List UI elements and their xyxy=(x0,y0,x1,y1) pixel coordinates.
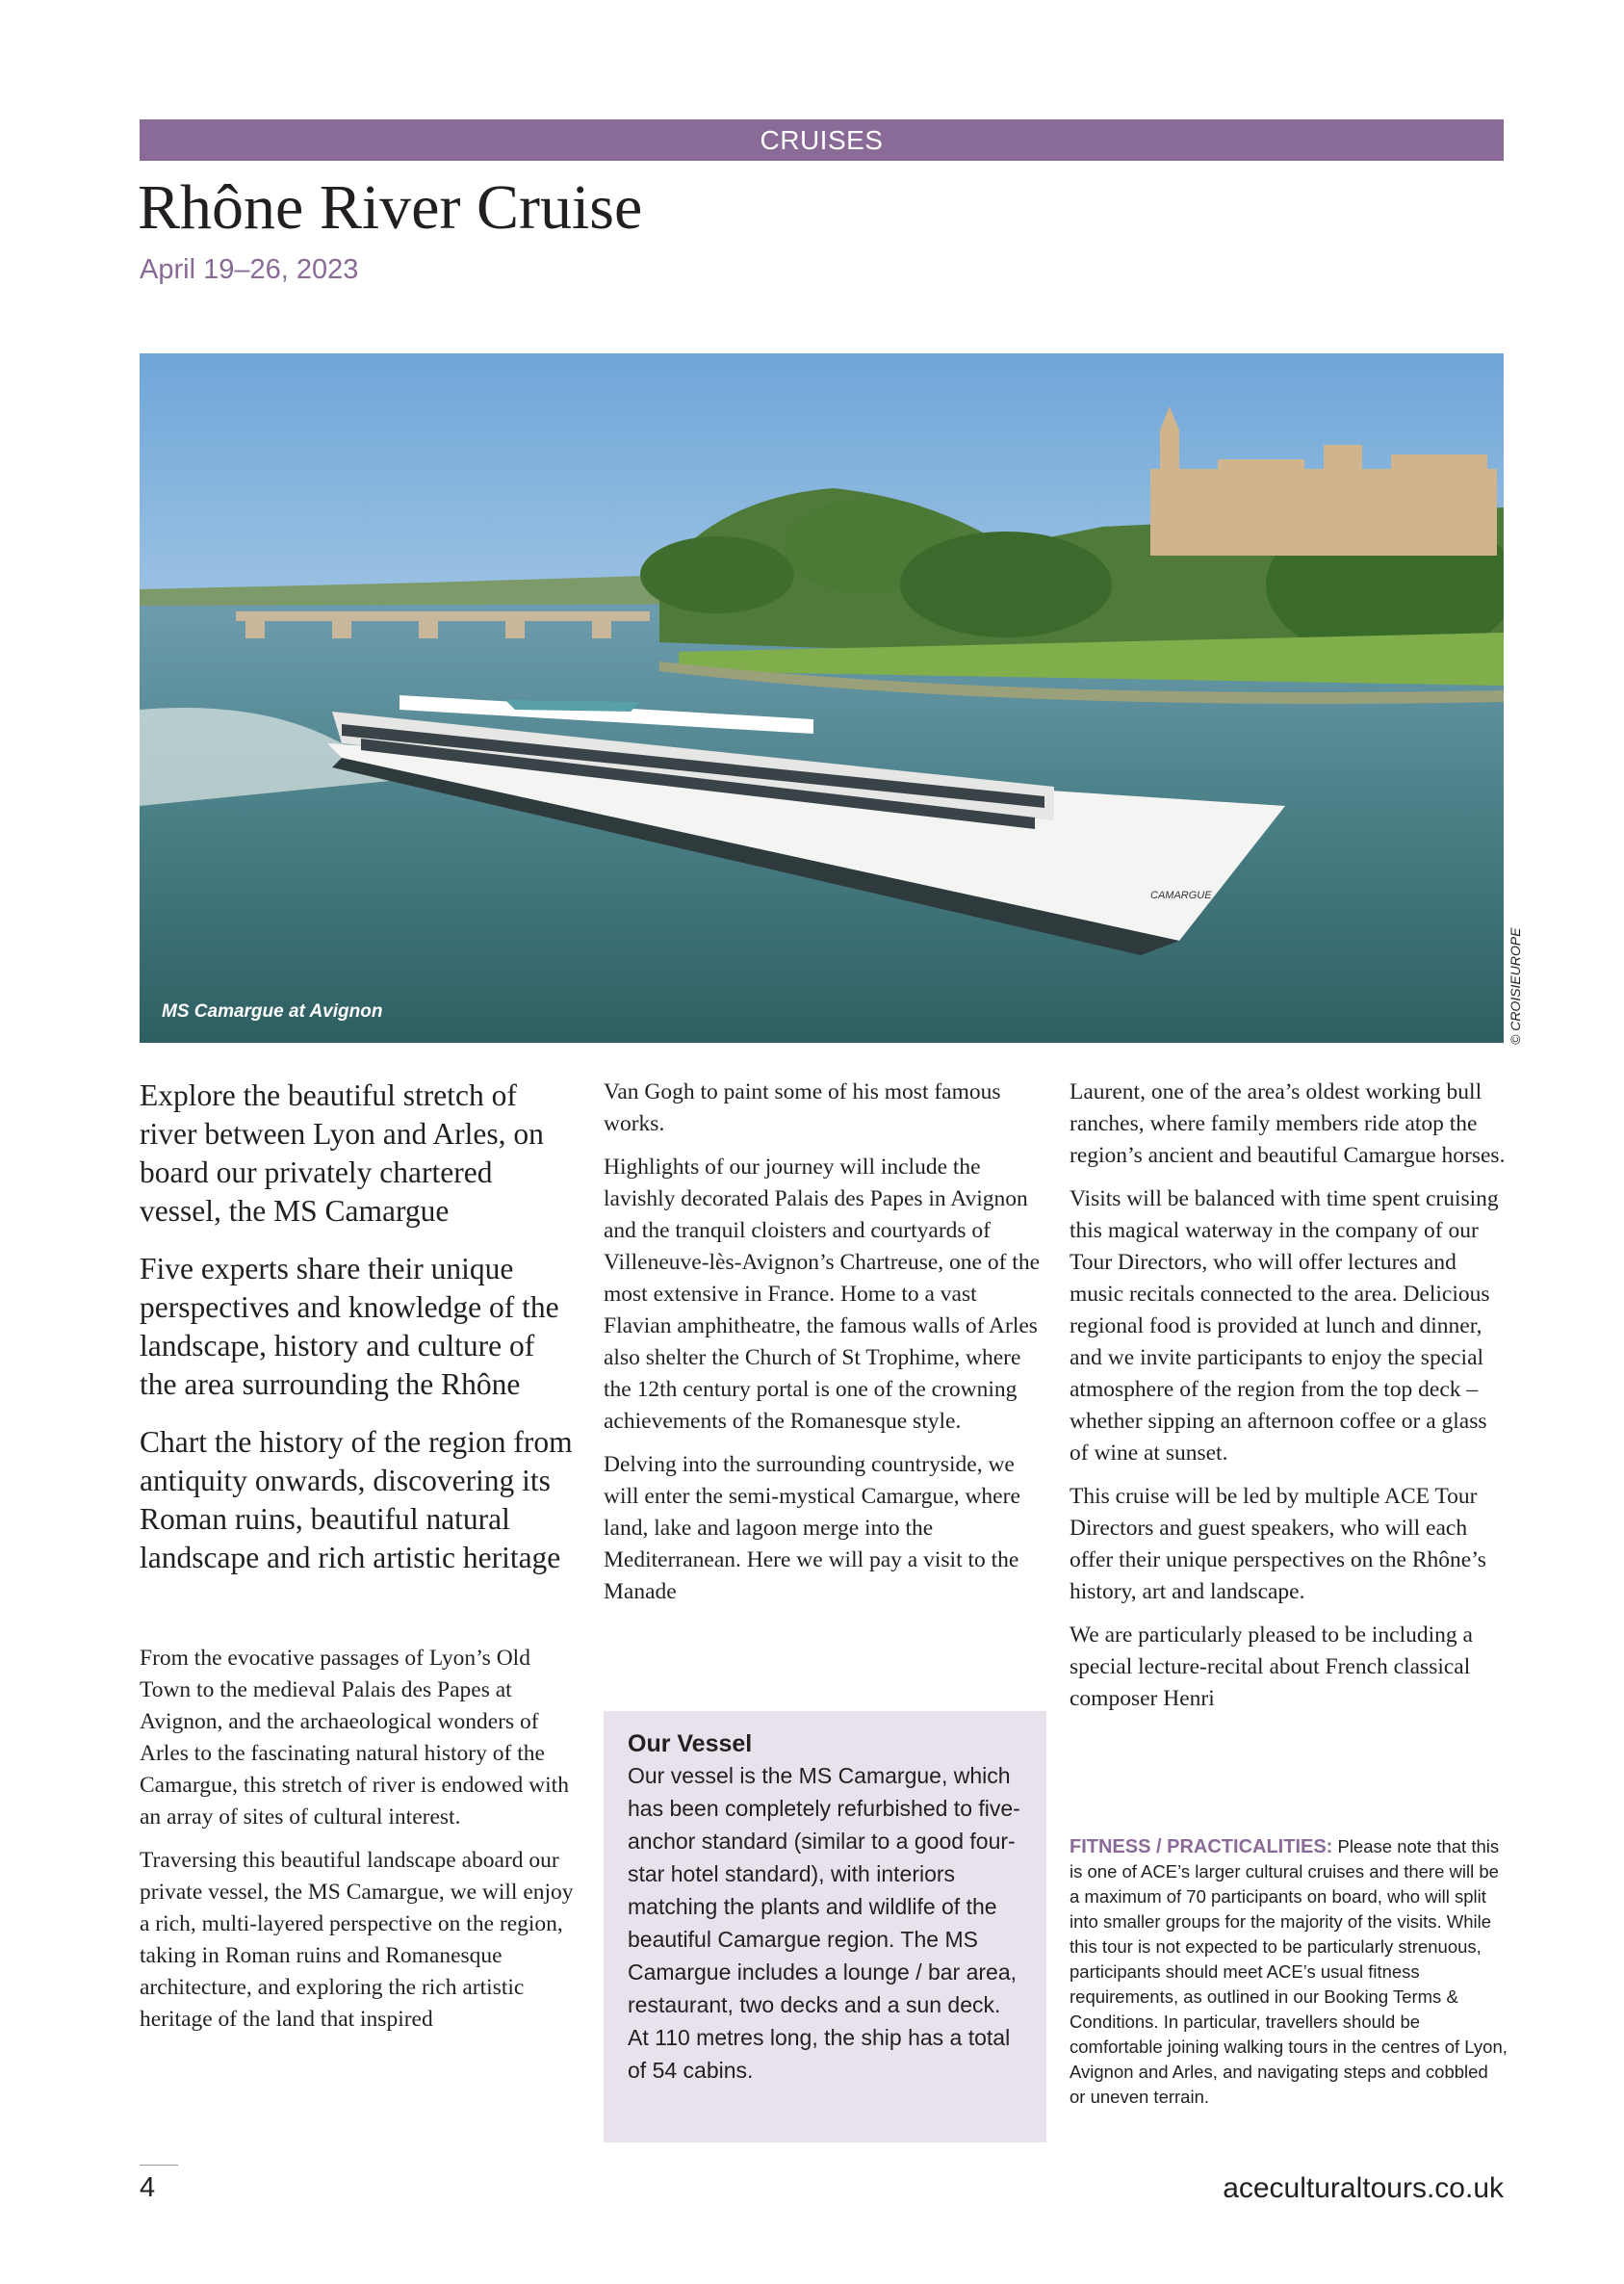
column-1 xyxy=(140,1077,578,2047)
section-banner: CRUISES xyxy=(140,119,1504,161)
body-paragraph: Van Gogh to paint some of his most famous works. xyxy=(604,1079,1001,1136)
fitness-label: FITNESS / PRACTICALITIES: xyxy=(1070,1836,1333,1857)
our-vessel-box xyxy=(604,1711,1046,2142)
body-paragraph: We are particularly pleased to be including a special lecture-recital about French classical composer Henri xyxy=(1070,1622,1473,1711)
vessel-text: Our vessel is the MS Camargue, which has been completely refurbished to five-anchor standard (similar to a good four-star hotel standard), with interiors matching the plants and wildlife of the beautiful Camargue region. The MS Camargue includes a lounge / bar area, restaurant, two decks and a sun deck. At 110 metres long, the ship has a total of 54 cabins. xyxy=(628,1763,1020,2083)
tour-dates: April 19–26, 2023 xyxy=(140,254,359,285)
hero-photo xyxy=(140,353,1504,1043)
page-number: 4 xyxy=(140,2172,156,2203)
body-paragraph: This cruise will be led by multiple ACE Tour Directors and guest speakers, who will each offer their unique perspectives on the Rhône’s history, art and landscape. xyxy=(1070,1484,1486,1604)
body-paragraph: Highlights of our journey will include the lavishly decorated Palais des Papes in Avignon and the tranquil cloisters and courtyards of Villeneuve-lès-Avignon’s Chartreuse, one of the most extensive in France. Home to a vast Flavian amphitheatre, the famous walls of Arles also shelter the Church of St Trophime, where the 12th century portal is one of the crowning achievements of the Romanesque style. xyxy=(604,1155,1041,1434)
page-number-rule xyxy=(140,2165,178,2166)
vessel-heading: Our Vessel xyxy=(628,1730,753,1757)
website-link[interactable]: aceculturaltours.co.uk xyxy=(1223,2172,1504,2204)
body-paragraph: Visits will be balanced with time spent cruising this magical waterway in the company of our Tour Directors, who will offer lectures and music recitals connected to the area. Delicious regional food is provided at lunch and dinner, and we invite participants to enjoy the special atmosphere of the region from the top deck – whether sipping an afternoon coffee or a glass of wine at sunset. xyxy=(1070,1186,1499,1466)
photo-credit: © CROISIEUROPE xyxy=(1508,927,1523,1045)
photo-caption: MS Camargue at Avignon xyxy=(162,1001,383,1022)
body-paragraph: Traversing this beautiful landscape aboard our private vessel, the MS Camargue, we will enjoy a rich, multi-layered perspective on the region, taking in Roman ruins and Romanesque architecture, and exploring the rich artistic heritage of the land that inspired xyxy=(140,1848,574,2032)
ship-name-label: CAMARGUE xyxy=(1150,890,1212,901)
body-paragraph: From the evocative passages of Lyon’s Old Town to the medieval Palais des Papes at Avignon, and the archaeological wonders of Arles to the fascinating natural history of the Camargue, this stretch of river is endowed with an array of sites of cultural interest. xyxy=(140,1646,569,1830)
column-2 xyxy=(604,1077,1046,1620)
lead-paragraph: Chart the history of the region from antiquity onwards, discovering its Roman ruins, beautiful natural landscape and rich artistic heritage xyxy=(140,1425,573,1574)
body-paragraph: Laurent, one of the area’s oldest working bull ranches, where family members ride atop the region’s ancient and beautiful Camargue horses. xyxy=(1070,1079,1506,1168)
lead-paragraph: Five experts share their unique perspectives and knowledge of the landscape, history and culture of the area surrounding the Rhône xyxy=(140,1252,559,1401)
river-cruise-illustration xyxy=(140,353,1504,1043)
column-3 xyxy=(1070,1077,1508,1726)
body-paragraph: Delving into the surrounding countryside, we will enter the semi-mystical Camargue, where land, lake and lagoon merge into the Mediterranean. Here we will pay a visit to the Manade xyxy=(604,1452,1020,1604)
lead-paragraph: Explore the beautiful stretch of river between Lyon and Arles, on board our privately chartered vessel, the MS Camargue xyxy=(140,1078,544,1228)
fitness-text: Please note that this is one of ACE’s larger cultural cruises and there will be a maximum of 70 participants on board, who will split into smaller groups for the majority of the visits. While this tour is not expected to be particularly strenuous, participants should meet ACE’s usual fitness requirements, as outlined in our Booking Terms & Conditions. In particular, travellers should be comfortable joining walking tours in the centres of Lyon, Avignon and Arles, and navigating steps and cobbled or uneven terrain. xyxy=(1070,1836,1508,2107)
fitness-practicalities xyxy=(1070,1834,1508,2110)
page-title: Rhône River Cruise xyxy=(138,172,643,243)
